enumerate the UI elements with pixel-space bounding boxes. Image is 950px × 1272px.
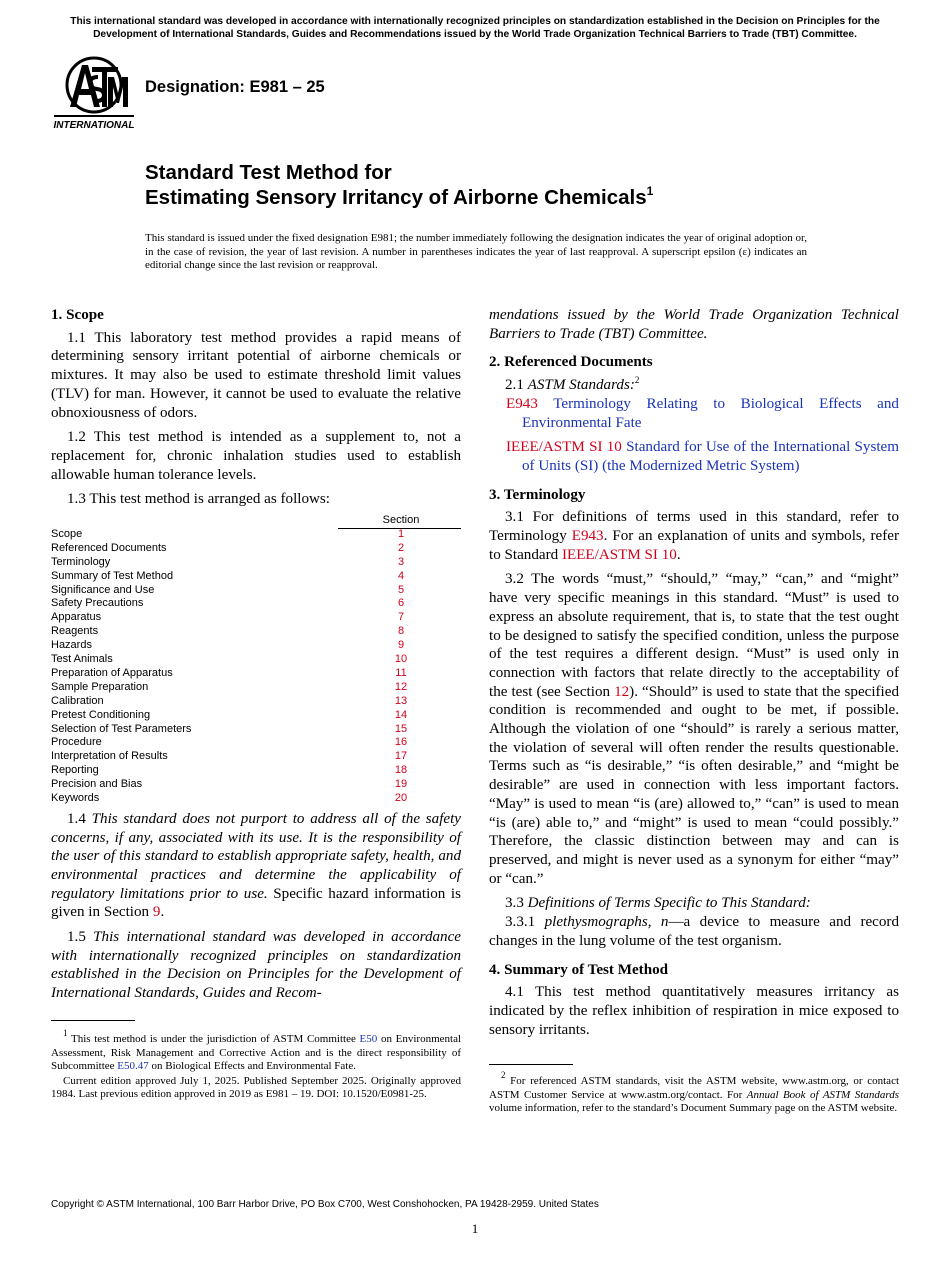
top-notice: This international standard was developed in accordance with internationally recognized principles on standardization established in the Decision on Principles for the Development of International Standards, Guides and Recommendations issued by the World Trade Organization Technical Barriers to Trade (TBT) Committee. — [70, 16, 880, 40]
para-1-2: 1.2 This test method is intended as a supplement to, not a replacement for, chronic inhalation studies used to establish allowable human tolerance levels. — [51, 429, 461, 483]
para-3-3-1: 3.3.1 plethysmographs, n—a device to measure and record changes in the lung volume of the test organism. — [489, 914, 899, 949]
section-table-row — [51, 667, 461, 681]
section-label: Selection of Test Parameters — [51, 722, 192, 735]
section-table-row — [51, 625, 461, 639]
right-column — [489, 306, 899, 1045]
edition-note: Current edition approved July 1, 2025. Published September 2025. Originally approved 1984. Last previous edition approved in 2019 as E981 – 19. DOI: 10.1520/E0981-25. — [51, 1074, 461, 1101]
scope-heading: 1. Scope — [51, 307, 104, 323]
footnote-1: $^1$ This test method is under the jurisdiction of ASTM Committee E50 on Environmental Assessment, Risk Management and Corrective Action and is the direct responsibility of Subcommittee E50.47 on Biological Effects and Environmental Fate. Current edition approved July 1, 2025. Published September 2025. Originally approved 1984. Last previous edition approved in 2019 as E981 – 19. DOI: 10.1520/E0981-25. — [51, 1020, 461, 1103]
section-number-link[interactable]: 7 — [397, 611, 405, 624]
section-label: Reagents — [51, 625, 99, 638]
section-table-row — [51, 764, 461, 778]
astm-international-logo — [52, 55, 136, 131]
section-label: Hazards — [51, 639, 92, 652]
si10-link[interactable]: IEEE/ASTM SI 10 — [561, 546, 677, 563]
para-1-1: 1.1 This laboratory test method provides a rapid means of determining sensory irritant potential of airborne chemicals or mixtures. It may also be used to estimate threshold limit values (TLV) for man. However, it cannot be used to evaluate the relative obnoxiousness of odors. — [51, 329, 461, 421]
section-label: Terminology — [51, 555, 111, 568]
section-number-link[interactable]: 6 — [397, 597, 405, 610]
left-column — [51, 306, 461, 1009]
section-label: Interpretation of Results — [51, 750, 168, 763]
section-label: Significance and Use — [51, 583, 155, 596]
section-number-link[interactable]: 14 — [394, 708, 408, 721]
section-9-link[interactable]: 9 — [152, 904, 161, 921]
section-label: Test Animals — [51, 653, 113, 666]
section-table-row — [51, 792, 461, 806]
section-number-link[interactable]: 5 — [397, 583, 405, 596]
section-table-row — [51, 695, 461, 709]
section-table-row — [51, 709, 461, 723]
section-table-row — [51, 736, 461, 750]
standard-code-link[interactable]: IEEE/ASTM SI 10 — [506, 439, 622, 456]
section-table-row — [51, 570, 461, 584]
summary-heading: 4. Summary of Test Method — [489, 961, 669, 978]
para-1-3: 1.3 This test method is arranged as follows: — [67, 491, 330, 508]
section-label: Apparatus — [51, 611, 102, 624]
title-footnote-ref[interactable]: 1 — [646, 184, 654, 198]
page-number: 1 — [471, 1221, 479, 1236]
section-table-rows — [51, 528, 461, 806]
para-1-5: 1.5 This international standard was developed in accordance with internationally recognized principles on standardization established in the Decision on Principles for the Development of International Standards, Guides and Recom- — [51, 929, 461, 1002]
para-3-3: 3.3 Definitions of Terms Specific to This Standard: — [505, 895, 811, 912]
astm-logo-icon — [52, 55, 136, 131]
footnote-2: $^2$ For referenced ASTM standards, visit the ASTM website, www.astm.org, or contact ASTM Customer Service at www.astm.org/contact. For Annual Book of ASTM Standards volume information, refer to the standard’s Document Summary page on the ASTM website. — [489, 1064, 899, 1117]
section-label: Preparation of Apparatus — [51, 666, 173, 679]
terminology-heading: 3. Terminology — [489, 486, 586, 503]
section-number-link[interactable]: 3 — [397, 555, 405, 568]
referenced-documents-list — [489, 395, 899, 476]
section-label: Calibration — [51, 694, 104, 707]
e50-47-link[interactable]: E50.47 — [117, 1060, 149, 1073]
section-number-link[interactable]: 16 — [394, 736, 408, 749]
designation: Designation: E981 – 25 — [145, 78, 325, 96]
section-number-link[interactable]: 9 — [397, 639, 405, 652]
section-label: Summary of Test Method — [51, 569, 174, 582]
document-title — [145, 160, 653, 210]
section-12-link[interactable]: 12 — [614, 683, 630, 700]
section-number-link[interactable]: 1 — [397, 528, 405, 541]
para-4-1: 4.1 This test method quantitatively measures irritancy as indicated by the reflex inhibition of respiration in mice exposed to sensory irritants. — [489, 984, 899, 1038]
section-label: Referenced Documents — [51, 541, 167, 554]
section-label: Sample Preparation — [51, 680, 149, 693]
section-label: Pretest Conditioning — [51, 708, 151, 721]
section-number-link[interactable]: 10 — [394, 653, 408, 666]
para-3-2: 3.2 The words “must,” “should,” “may,” “can,” and “might” have very specific meanings in this standard. “Must” is used to express an absolute requirement, that is, to state that the test ought to be designed to satisfy the specified condition, unless the purpose of the test requires a different design. “Must” is used only in connection with factors that relate directly to the acceptability of the test (see Section 12). “Should” is used to state that the specified condition is recommended and ought to be met, if possible. Although the violation of one “should” is rarely a serious matter, the violation of several will often render the results questionable. Terms such as “is desirable,” “is often desirable,” and “might be desirable” are used in connection with less important factors. “May” is used to mean “is (are) allowed to,” “can” is used to mean “is (are) able to,” and “might” is used to mean “could possibly.” Therefore, the classic distinction between may and can is preserved, and might is never used as a synonym for either “may” or “can.” — [489, 571, 899, 887]
section-column-label: Section — [382, 514, 420, 527]
section-number-link[interactable]: 11 — [395, 666, 407, 679]
section-number-link[interactable]: 15 — [394, 722, 408, 735]
e50-link[interactable]: E50 — [359, 1033, 378, 1045]
e943-link[interactable]: E943 — [571, 528, 604, 545]
issue-note: This standard is issued under the fixed designation E981; the number immediately following the designation indicates the year of original adoption or, in the case of revision, the year of last revision. A number in parentheses indicates the year of last reapproval. A superscript epsilon (ε) indicates an editorial change since the last revision or reapproval. — [145, 232, 807, 272]
section-table-row — [51, 639, 461, 653]
section-table-row — [51, 653, 461, 667]
section-number-link[interactable]: 8 — [397, 625, 405, 638]
section-number-link[interactable]: 13 — [394, 694, 408, 707]
section-number-link[interactable]: 18 — [394, 764, 408, 777]
referenced-document — [489, 395, 899, 432]
para-1-5-continued: mendations issued by the World Trade Organization Technical Barriers to Trade (TBT) Committee. — [489, 307, 899, 342]
refdocs-heading: 2. Referenced Documents — [489, 354, 653, 371]
section-table-header — [51, 515, 461, 528]
section-label: Scope — [51, 528, 83, 541]
section-table-row — [51, 750, 461, 764]
section-number-link[interactable]: 19 — [394, 778, 408, 791]
section-table-row — [51, 723, 461, 737]
section-table-row — [51, 778, 461, 792]
section-label: Safety Precautions — [51, 597, 144, 610]
section-table-row — [51, 528, 461, 542]
copyright-notice: Copyright © ASTM International, 100 Barr Harbor Drive, PO Box C700, West Conshohocken, PA 19428-2959. United States — [51, 1199, 599, 1210]
section-table-row — [51, 542, 461, 556]
section-label: Reporting — [51, 764, 99, 777]
para-1-4: 1.4 This standard does not purport to address all of the safety concerns, if any, associated with its use. It is the responsibility of the user of this standard to establish appropriate safety, health, and environmental practices and determine the applicability of regulatory limitations prior to use. Specific hazard information is given in Section 9. — [51, 810, 462, 921]
section-label: Procedure — [51, 736, 102, 749]
section-table-row — [51, 556, 461, 570]
referenced-document — [489, 438, 899, 475]
para-2-1: 2.1 ASTM Standards:$^2$ — [505, 375, 640, 394]
section-table-row — [51, 681, 461, 695]
section-table-row — [51, 597, 461, 611]
standard-code-link[interactable]: E943 — [506, 395, 538, 412]
section-number-link[interactable]: 2 — [397, 541, 405, 554]
title-line-1: Standard Test Method for — [145, 161, 392, 184]
section-label: Keywords — [51, 791, 100, 804]
section-number-link[interactable]: 4 — [397, 569, 405, 582]
section-number-link[interactable]: 20 — [394, 791, 408, 804]
title-line-2: Estimating Sensory Irritancy of Airborne Chemicals$^1$ — [145, 184, 654, 209]
section-number-link[interactable]: 12 — [394, 680, 408, 693]
section-table-row — [51, 611, 461, 625]
section-number-link[interactable]: 17 — [394, 750, 408, 763]
section-table — [51, 515, 461, 806]
para-3-1: 3.1 For definitions of terms used in this standard, refer to Terminology E943. For an explanation of units and symbols, refer to Standard IEEE/ASTM SI 10. — [489, 509, 899, 563]
section-table-row — [51, 584, 461, 598]
logo-wordmark: INTERNATIONAL — [53, 120, 135, 131]
standard-title-link[interactable]: Standard for Use of the International System of Units (SI) (the Modernized Metric System) — [522, 439, 899, 474]
standard-title-link[interactable]: Terminology Relating to Biological Effects and Environmental Fate — [522, 395, 899, 431]
section-label: Precision and Bias — [51, 778, 143, 791]
